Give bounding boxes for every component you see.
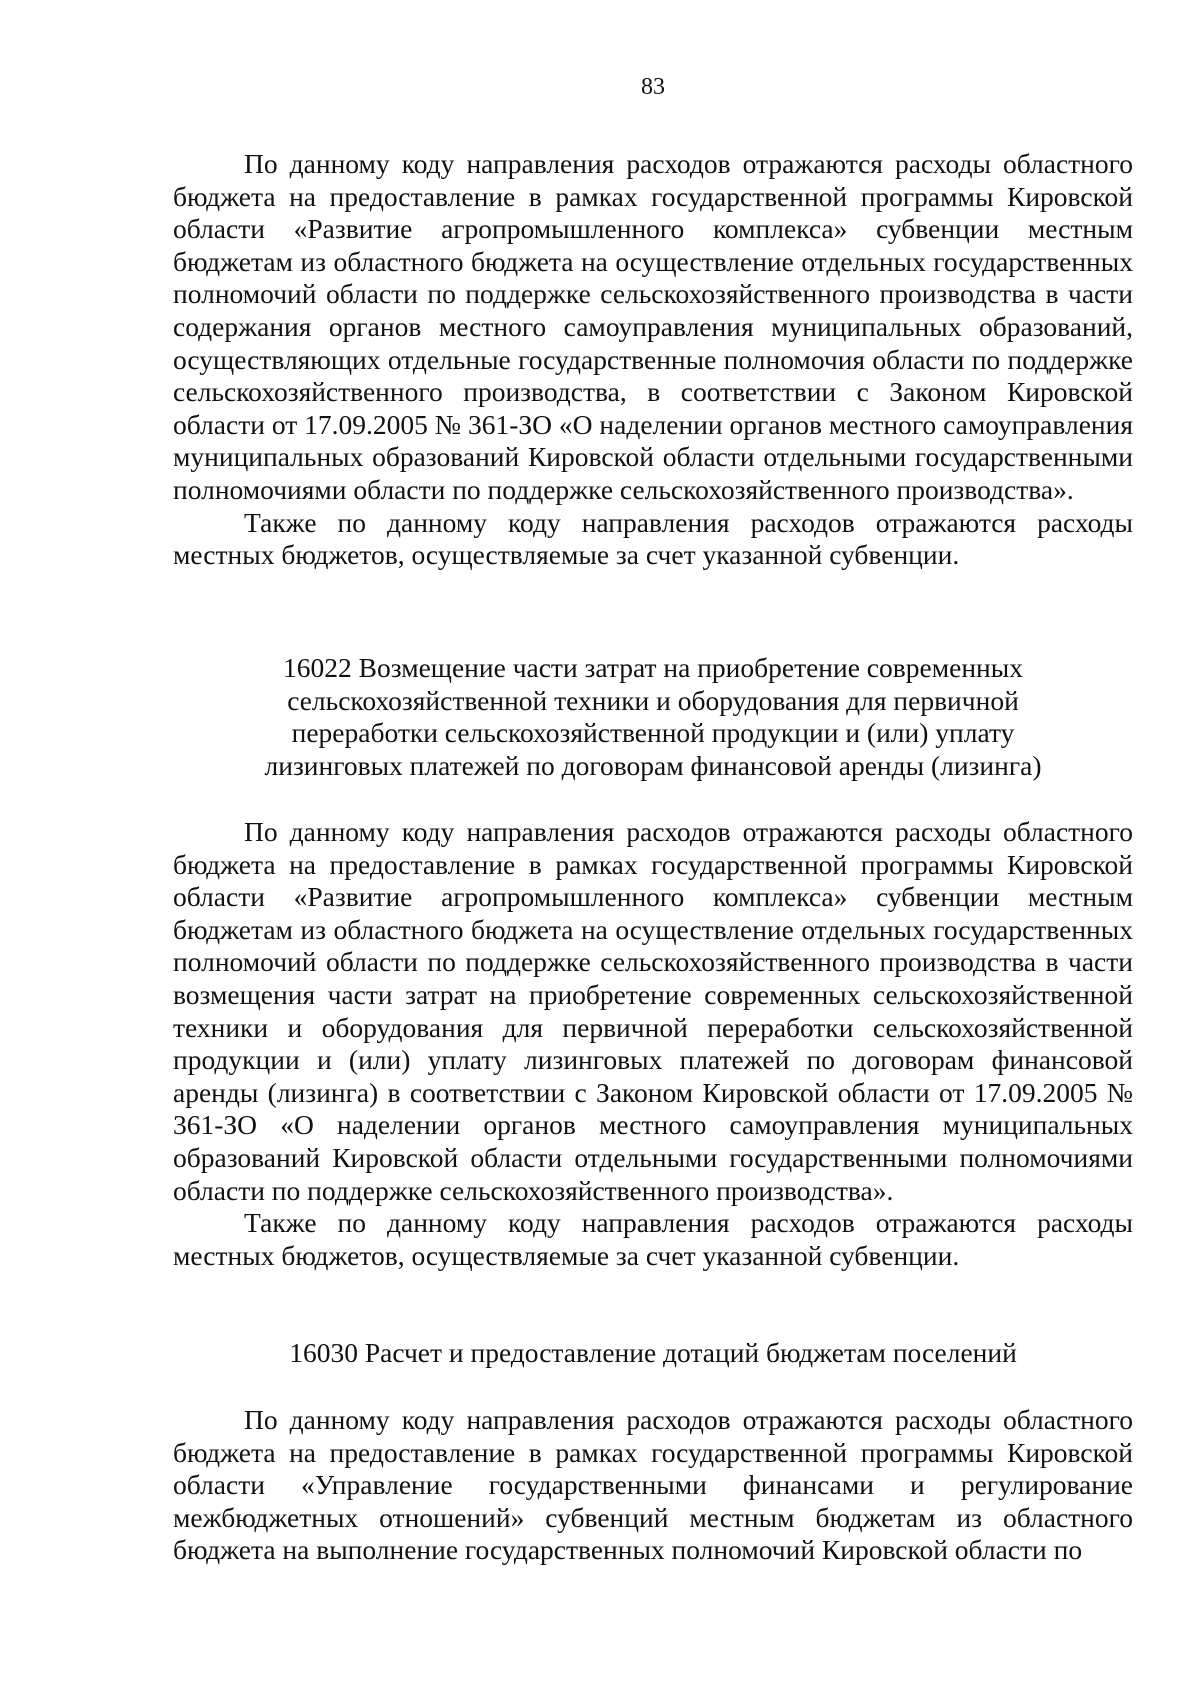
paragraph: По данному коду направления расходов отражаются расходы областного бюджета на предоставление в рамках государственной программы Кировской области «Развитие агропромышленного комплекса» субвенции местным бюджетам из областного бюджета на осуществление отдельных государственных полномочий области по поддержке сельскохозяйственного производства в части содержания органов местного самоуправления муниципальных образований, осуществляющих отдельные государственные полномочия области по поддержке сельскохозяйственного производства, в соответствии с Законом Кировской области от 17.09.2005 № 361-ЗО «О наделении органов местного самоуправления муниципальных образований Кировской области отдельными государственными полномочиями области по поддержке сельскохозяйственного производства». xyxy=(173,148,1133,505)
page-number: 83 xyxy=(641,74,665,100)
paragraph: Также по данному коду направления расходов отражаются расходы местных бюджетов, осуществляемые за счет указанной субвенции. xyxy=(173,1207,1133,1271)
paragraph: По данному коду направления расходов отражаются расходы областного бюджета на предоставление в рамках государственной программы Кировской области «Развитие агропромышленного комплекса» субвенции местным бюджетам из областного бюджета на осуществление отдельных государственных полномочий области по поддержке сельскохозяйственного производства в части возмещения части затрат на приобретение современных сельскохозяйственной техники и оборудования для первичной переработки сельскохозяйственной продукции и (или) уплату лизинговых платежей по договорам финансовой аренды (лизинга) в соответствии с Законом Кировской области от 17.09.2005 № 361-ЗО «О наделении органов местного самоуправления муниципальных образований Кировской области отдельными государственными полномочиями области по поддержке сельскохозяйственного производства». xyxy=(173,816,1133,1206)
paragraph: По данному коду направления расходов отражаются расходы областного бюджета на предоставление в рамках государственной программы Кировской области «Управление государственными финансами и регулирование межбюджетных отношений» субвенций местным бюджетам из областного бюджета на выполнение государственных полномочий Кировской области по xyxy=(173,1404,1133,1566)
section-16030-heading-block xyxy=(173,1337,1133,1370)
paragraph: Также по данному коду направления расходов отражаются расходы местных бюджетов, осуществляемые за счет указанной субвенции. xyxy=(173,506,1133,571)
section-heading: 16022 Возмещение части затрат на приобретение современных сельскохозяйственной техники и оборудования для первичной переработки сельскохозяйственной продукции и (или) уплату лизинговых платежей по договорам финансовой аренды (лизинга) xyxy=(264,652,1042,781)
section-intro-paragraph-block xyxy=(173,148,1133,572)
section-16022-paragraph-block xyxy=(173,816,1133,1272)
section-heading: 16030 Расчет и предоставление дотаций бюджетам поселений xyxy=(289,1337,1017,1368)
section-16030-paragraph-block xyxy=(173,1404,1133,1567)
section-16022-heading-block xyxy=(173,652,1133,782)
